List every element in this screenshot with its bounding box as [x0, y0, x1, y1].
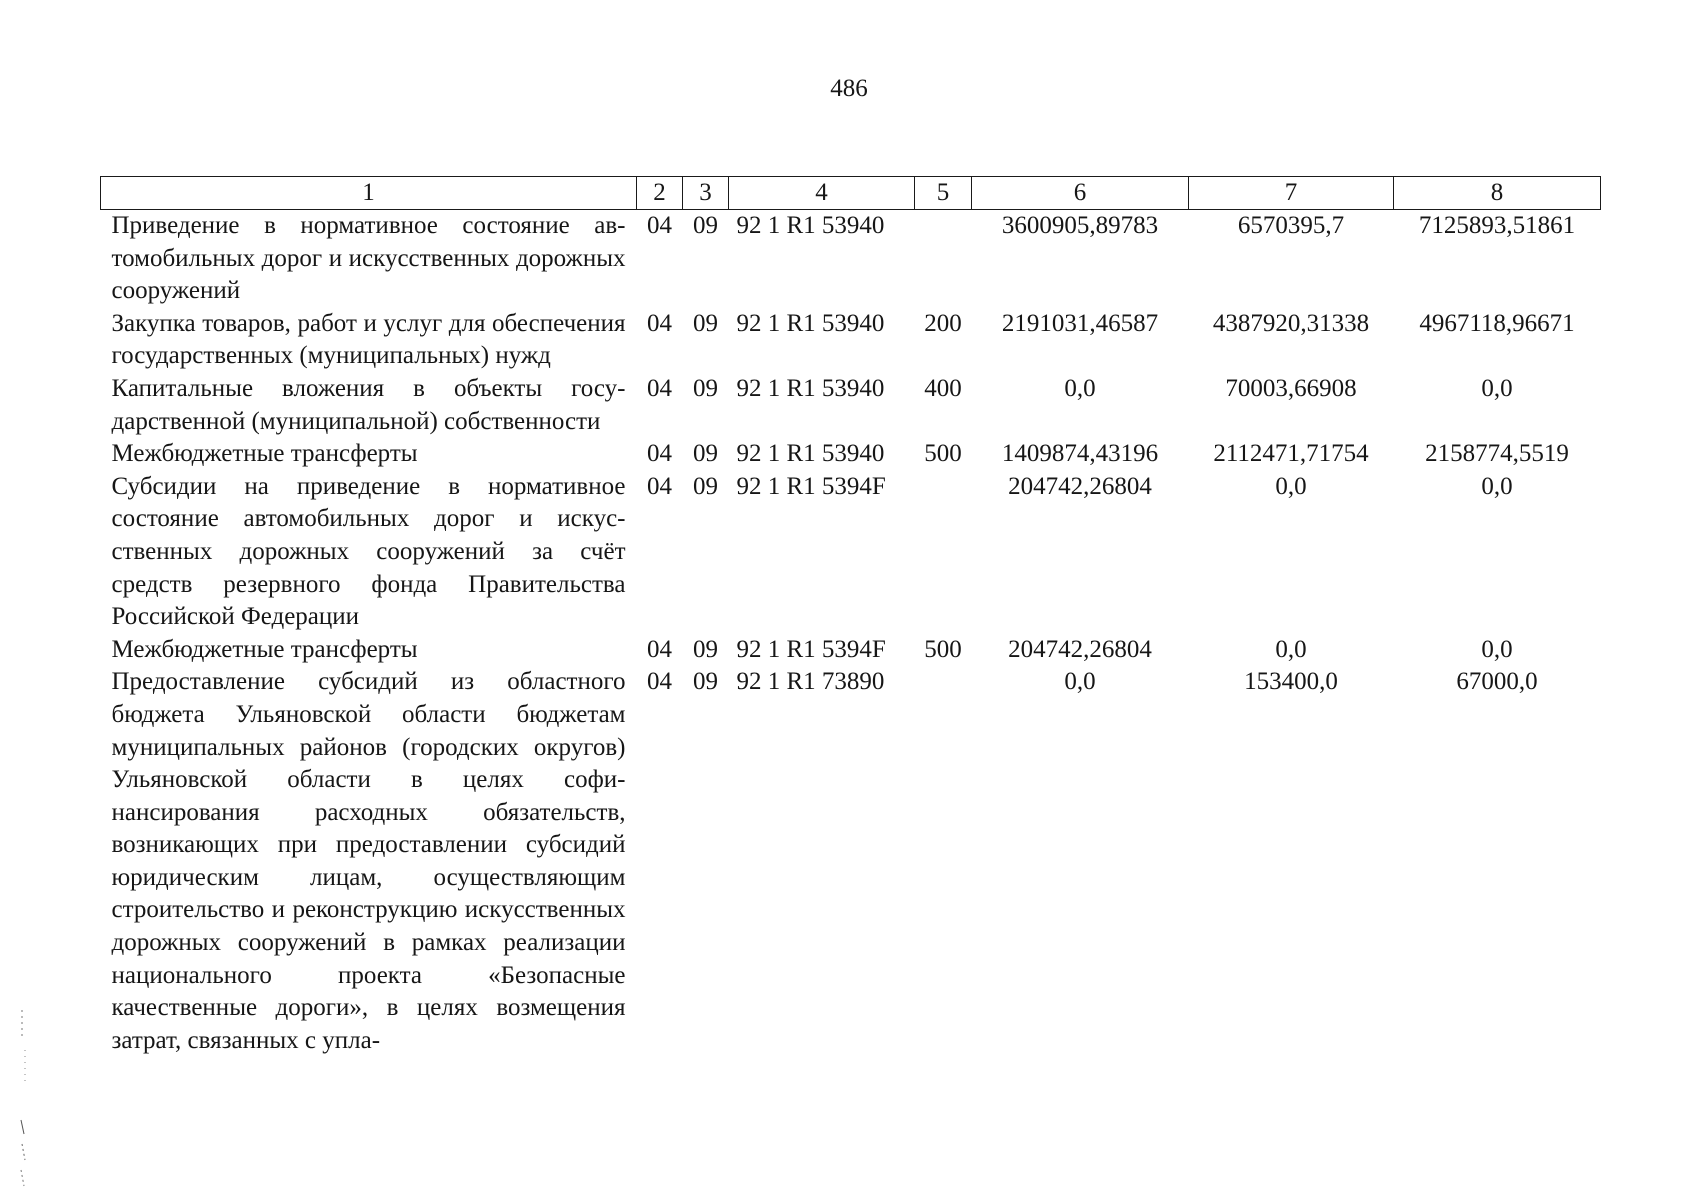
row-amount-6: 2191031,46587 — [1001, 309, 1159, 337]
header-col-2: 2 — [637, 177, 683, 210]
header-col-5: 5 — [915, 177, 972, 210]
row-amount-7: 153400,0 — [1244, 668, 1338, 696]
row-amount-6: 1409874,43196 — [1001, 440, 1159, 468]
row-expense-type: 500 — [924, 440, 962, 468]
row-target-code: 92 1 R1 53940 — [736, 309, 885, 337]
row-amount-7: 2112471,71754 — [1213, 440, 1369, 468]
row-amount-6: 0,0 — [1064, 668, 1096, 696]
row-amount-7: 6570395,7 — [1237, 212, 1345, 239]
row-target-code: 92 1 R1 53940 — [736, 374, 885, 402]
header-col-7: 7 — [1189, 177, 1394, 210]
row-expense-type: 400 — [924, 374, 962, 402]
table-body — [101, 210, 1601, 1058]
row-expense-type — [915, 666, 972, 1057]
row-name: Капитальные вложения в объекты государственной (муниципальной) собственности — [111, 374, 626, 435]
row-name: Закупка товаров, работ и услуг для обеспечения государственных (муниципальных) нужд — [111, 309, 626, 370]
row-amount-7: 0,0 — [1275, 472, 1307, 500]
table-row — [101, 471, 1601, 634]
row-expense-type — [915, 210, 972, 308]
row-amount-8: 67000,0 — [1456, 668, 1538, 696]
row-subsection: 09 — [693, 374, 718, 402]
row-name: Приведение в нормативное состояние автомобильных дорог и искусственных дорожных сооружений — [111, 212, 626, 305]
row-target-code: 92 1 R1 73890 — [736, 668, 885, 696]
row-target-code: 92 1 R1 5394F — [736, 635, 886, 663]
row-subsection: 09 — [693, 212, 718, 239]
row-section: 04 — [647, 374, 672, 402]
row-section: 04 — [647, 440, 672, 468]
row-amount-8: 0,0 — [1481, 374, 1513, 402]
row-amount-6: 204742,26804 — [1008, 472, 1152, 500]
header-row — [101, 177, 1601, 210]
table-row — [101, 438, 1601, 471]
scan-speck-marks — [16, 1010, 30, 1190]
row-name: Субсидии на приведение в нормативное состояние автомобильных дорог и искусственных дорожных сооружений за счёт средств резервного фонда Правительства Российской Федерации — [111, 472, 626, 631]
row-name: Межбюджетные трансферты — [111, 635, 418, 663]
row-amount-6: 204742,26804 — [1008, 635, 1152, 663]
row-target-code: 92 1 R1 53940 — [736, 440, 885, 468]
row-amount-8: 2158774,5519 — [1425, 440, 1569, 468]
row-section: 04 — [647, 309, 672, 337]
row-name: Межбюджетные трансферты — [111, 440, 418, 468]
table-row — [101, 634, 1601, 667]
row-amount-8: 0,0 — [1481, 472, 1513, 500]
row-amount-7: 4387920,31338 — [1212, 309, 1370, 337]
header-col-1: 1 — [101, 177, 637, 210]
row-amount-8: 4967118,96671 — [1419, 309, 1575, 337]
row-expense-type: 200 — [924, 309, 962, 337]
row-expense-type: 500 — [924, 635, 962, 663]
page-number: 486 — [830, 75, 868, 102]
row-section: 04 — [647, 472, 672, 500]
row-target-code: 92 1 R1 5394F — [736, 472, 886, 500]
table-row — [101, 308, 1601, 373]
row-section: 04 — [647, 668, 672, 696]
row-expense-type — [915, 471, 972, 634]
header-col-4: 4 — [729, 177, 915, 210]
row-name: Предоставление субсидий из областного бюджета Ульяновской области бюджетам муниципальных районов (городских округов) Ульяновской области в целях софинансирования расходных обязательств, возникающих при предоставлении субсидий юридическим лицам, осуществляющим строительство и реконструкцию искусственных дорожных сооружений в рамках реализации национального проекта «Безопасные качественные дороги», в целях возмещения затрат, связанных с упла- — [111, 668, 626, 1054]
row-subsection: 09 — [693, 309, 718, 337]
row-target-code: 92 1 R1 53940 — [736, 212, 885, 239]
row-subsection: 09 — [693, 472, 718, 500]
row-amount-8: 0,0 — [1481, 635, 1513, 663]
row-amount-7: 70003,66908 — [1225, 374, 1357, 402]
table-row — [101, 373, 1601, 438]
row-amount-6: 0,0 — [1064, 374, 1096, 402]
row-amount-8: 7125893,51861 — [1418, 212, 1576, 239]
header-col-6: 6 — [972, 177, 1189, 210]
header-col-8: 8 — [1394, 177, 1601, 210]
row-subsection: 09 — [693, 668, 718, 696]
budget-table — [100, 176, 1601, 1057]
table-row — [101, 666, 1601, 1057]
table-row — [101, 210, 1601, 308]
header-col-3: 3 — [683, 177, 729, 210]
row-amount-7: 0,0 — [1275, 635, 1307, 663]
row-amount-6: 3600905,89783 — [1001, 212, 1159, 239]
row-subsection: 09 — [693, 635, 718, 663]
row-subsection: 09 — [693, 440, 718, 468]
row-section: 04 — [647, 212, 672, 239]
row-section: 04 — [647, 635, 672, 663]
table-header — [101, 177, 1601, 210]
